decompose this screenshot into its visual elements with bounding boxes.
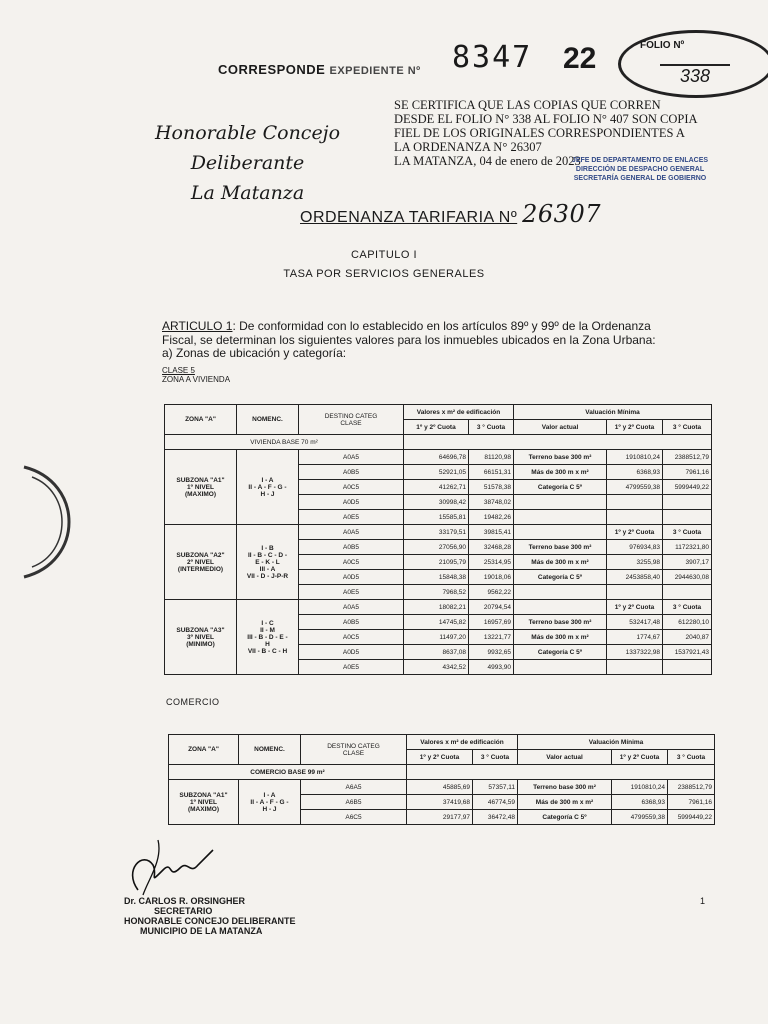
header-valuacion: Valuación Mínima	[518, 735, 715, 750]
value-cell: 11497,20	[404, 630, 469, 645]
valuation-label	[514, 525, 607, 540]
table-header-row	[169, 735, 715, 750]
valuation-label	[514, 585, 607, 600]
value-cell: 38748,02	[469, 495, 514, 510]
value-cell: 18082,21	[404, 600, 469, 615]
value-cell: 4342,52	[404, 660, 469, 675]
category-cell: A0A5	[299, 600, 404, 615]
valuation-value	[663, 660, 712, 675]
data-row	[169, 780, 715, 795]
handwritten-signature	[118, 830, 218, 900]
tasa-heading: TASA POR SERVICIOS GENERALES	[283, 268, 485, 280]
header-valores: Valores x m² de edificación	[407, 735, 518, 750]
value-cell: 45885,69	[407, 780, 473, 795]
valuation-value	[663, 585, 712, 600]
valuation-value: 7961,16	[668, 795, 715, 810]
valuation-value: 1172321,80	[663, 540, 712, 555]
value-cell: 51578,38	[469, 480, 514, 495]
valuation-value: 976934,83	[607, 540, 663, 555]
valuation-value: 1774,67	[607, 630, 663, 645]
value-cell: 46774,59	[473, 795, 518, 810]
base-label: VIVIENDA BASE 70 m²	[165, 435, 404, 450]
base-row	[165, 435, 712, 450]
valuation-value: 2944630,08	[663, 570, 712, 585]
header-valores: Valores x m² de edificación	[404, 405, 514, 420]
zone-nomenc: I - C II - M III - B - D - E - H VII - B - C - H	[237, 600, 299, 675]
category-cell: A0E5	[299, 660, 404, 675]
valuation-value: 2388512,79	[668, 780, 715, 795]
zone-name: SUBZONA "A3" 3º NIVEL (MINIMO)	[165, 600, 237, 675]
header-cuota3: 3 ° Cuota	[663, 420, 712, 435]
value-cell: 52921,05	[404, 465, 469, 480]
value-cell: 7968,52	[404, 585, 469, 600]
table-header-row	[165, 405, 712, 420]
valuation-value: 2388512,79	[663, 450, 712, 465]
data-row	[165, 600, 712, 615]
zone-nomenc: I - A II - A - F - G - H - J	[239, 780, 301, 825]
category-cell: A6A5	[301, 780, 407, 795]
value-cell: 19482,26	[469, 510, 514, 525]
header-cuota12: 1º y 2º Cuota	[612, 750, 668, 765]
value-cell: 27056,90	[404, 540, 469, 555]
valuation-value: 4799559,38	[607, 480, 663, 495]
zone-nomenc: I - B II - B - C - D - E - K - L III - A VII - D - J-P-R	[237, 525, 299, 600]
value-cell: 81120,98	[469, 450, 514, 465]
valuation-value: 3 ° Cuota	[663, 525, 712, 540]
valuation-value: 4799559,38	[612, 810, 668, 825]
category-cell: A0B5	[299, 540, 404, 555]
category-cell: A0D5	[299, 645, 404, 660]
council-letterhead: Honorable Concejo Deliberante La Matanza	[154, 122, 341, 204]
folio-label: FOLIO Nº	[640, 40, 685, 51]
category-cell: A6C5	[301, 810, 407, 825]
header-cuota3: 3 ° Cuota	[473, 750, 518, 765]
chapter-heading: CAPITULO I	[350, 249, 418, 261]
header-cuota12: 1º y 2º Cuota	[404, 420, 469, 435]
header-nomenc: NOMENC.	[239, 735, 301, 765]
valuation-label: Categoría C 5º	[518, 810, 612, 825]
category-cell: A0A5	[299, 525, 404, 540]
valuation-value: 2040,87	[663, 630, 712, 645]
blue-official-stamp: JEFE DE DEPARTAMENTO DE ENLACES DIRECCIÓN DE DESPACHO GENERAL SECRETARÍA GENERAL DE GOBIERNO	[571, 157, 709, 182]
category-cell: A0C5	[299, 480, 404, 495]
header-zona: ZONA "A"	[169, 735, 239, 765]
valuation-value	[607, 510, 663, 525]
valuation-label	[514, 660, 607, 675]
valuation-value: 5999449,22	[668, 810, 715, 825]
comercio-table	[168, 734, 715, 825]
value-cell: 39815,41	[469, 525, 514, 540]
header-cuota3: 3 ° Cuota	[469, 420, 514, 435]
certification-text: SE CERTIFICA QUE LAS COPIAS QUE CORREN DESDE EL FOLIO N° 338 AL FOLIO N° 407 SON COPIA FIEL DE LOS ORIGINALES CORRESPONDIENTES A LA ORDENANZA N° 26307 LA MATANZA, 04 de enero de 2023	[394, 98, 698, 168]
value-cell: 15848,38	[404, 570, 469, 585]
value-cell: 57357,11	[473, 780, 518, 795]
category-cell: A0A5	[299, 450, 404, 465]
valuation-label	[514, 495, 607, 510]
vivienda-table	[164, 404, 712, 675]
expediente-number: 8347	[452, 40, 533, 75]
valuation-value: 612280,10	[663, 615, 712, 630]
value-cell: 66151,31	[469, 465, 514, 480]
expediente-year: 22	[563, 42, 597, 75]
expediente-stamp: CORRESPONDE EXPEDIENTE Nº	[218, 62, 421, 77]
category-cell: A0E5	[299, 585, 404, 600]
category-cell: A6B5	[301, 795, 407, 810]
value-cell: 4993,90	[469, 660, 514, 675]
valuation-value	[607, 585, 663, 600]
value-cell: 32468,28	[469, 540, 514, 555]
valuation-value: 6368,93	[607, 465, 663, 480]
value-cell: 30998,42	[404, 495, 469, 510]
value-cell: 37419,68	[407, 795, 473, 810]
valuation-label: Más de 300 m x m²	[514, 555, 607, 570]
header-valuacion: Valuación Mínima	[514, 405, 712, 420]
value-cell: 20794,54	[469, 600, 514, 615]
data-row	[165, 525, 712, 540]
valuation-label: Categoría C 5º	[514, 645, 607, 660]
header-valor-actual: Valor actual	[514, 420, 607, 435]
value-cell: 8637,08	[404, 645, 469, 660]
header-nomenc: NOMENC.	[237, 405, 299, 435]
header-destino: DESTINO CATEG CLASE	[301, 735, 407, 765]
value-cell: 19018,06	[469, 570, 514, 585]
value-cell: 41262,71	[404, 480, 469, 495]
valuation-value	[607, 660, 663, 675]
valuation-value: 1910810,24	[607, 450, 663, 465]
folio-number: 338	[660, 64, 730, 87]
value-cell: 33179,51	[404, 525, 469, 540]
valuation-value: 532417,48	[607, 615, 663, 630]
value-cell: 15585,81	[404, 510, 469, 525]
value-cell: 25314,95	[469, 555, 514, 570]
category-cell: A0E5	[299, 510, 404, 525]
ordinance-title: ORDENANZA TARIFARIA Nº 26307	[300, 200, 601, 228]
valuation-value: 7961,16	[663, 465, 712, 480]
data-row	[165, 450, 712, 465]
valuation-label: Más de 300 m x m²	[514, 465, 607, 480]
valuation-value	[663, 495, 712, 510]
valuation-label: Categoría C 5º	[514, 570, 607, 585]
category-cell: A0D5	[299, 495, 404, 510]
valuation-label: Terreno base 300 m²	[514, 540, 607, 555]
valuation-value: 3255,98	[607, 555, 663, 570]
valuation-label: Terreno base 300 m²	[518, 780, 612, 795]
article-1: ARTICULO 1: De conformidad con lo establecido en los artículos 89º y 99º de la Ordenanza Fiscal, se determinan los siguientes valores para los inmuebles ubicados en la Zona Urbana: a) Zonas de ubicación y categoría:	[162, 319, 656, 360]
category-cell: A0C5	[299, 555, 404, 570]
value-cell: 13221,77	[469, 630, 514, 645]
signatory-block: Dr. CARLOS R. ORSINGHER SECRETARIO HONORABLE CONCEJO DELIBERANTE MUNICIPIO DE LA MATANZA	[124, 896, 296, 936]
valuation-value: 5999449,22	[663, 480, 712, 495]
value-cell: 29177,97	[407, 810, 473, 825]
valuation-label	[514, 510, 607, 525]
header-destino: DESTINO CATEG CLASE	[299, 405, 404, 435]
category-cell: A0C5	[299, 630, 404, 645]
zone-name: SUBZONA "A1" 1º NIVEL (MAXIMO)	[169, 780, 239, 825]
valuation-label	[514, 600, 607, 615]
zone-nomenc: I - A II - A - F - G - H - J	[237, 450, 299, 525]
valuation-label: Categoría C 5º	[514, 480, 607, 495]
zone-name: SUBZONA "A1" 1º NIVEL (MAXIMO)	[165, 450, 237, 525]
valuation-value: 2453858,40	[607, 570, 663, 585]
header-valor-actual: Valor actual	[518, 750, 612, 765]
valuation-label: Más de 300 m x m²	[514, 630, 607, 645]
valuation-label: Más de 300 m x m²	[518, 795, 612, 810]
header-cuota3: 3 ° Cuota	[668, 750, 715, 765]
valuation-value: 1º y 2º Cuota	[607, 600, 663, 615]
value-cell: 36472,48	[473, 810, 518, 825]
value-cell: 64696,78	[404, 450, 469, 465]
table-cell	[407, 765, 715, 780]
value-cell: 14745,82	[404, 615, 469, 630]
clase-label: CLASE 5 ZONA A VIVIENDA	[162, 366, 231, 384]
comercio-label: COMERCIO	[166, 697, 220, 707]
valuation-value	[607, 495, 663, 510]
table-cell	[404, 435, 712, 450]
header-cuota12: 1º y 2º Cuota	[407, 750, 473, 765]
zone-name: SUBZONA "A2" 2º NIVEL (INTERMEDIO)	[165, 525, 237, 600]
category-cell: A0D5	[299, 570, 404, 585]
value-cell: 21095,79	[404, 555, 469, 570]
valuation-value: 6368,93	[612, 795, 668, 810]
valuation-value: 1337322,98	[607, 645, 663, 660]
header-zona: ZONA "A"	[165, 405, 237, 435]
valuation-label: Terreno base 300 m²	[514, 450, 607, 465]
base-row	[169, 765, 715, 780]
side-seal	[14, 462, 74, 582]
base-label: COMERCIO BASE 99 m²	[169, 765, 407, 780]
valuation-value: 3 ° Cuota	[663, 600, 712, 615]
valuation-label: Terreno base 300 m²	[514, 615, 607, 630]
value-cell: 9562,22	[469, 585, 514, 600]
valuation-value: 1910810,24	[612, 780, 668, 795]
valuation-value: 1º y 2º Cuota	[607, 525, 663, 540]
valuation-value: 1537921,43	[663, 645, 712, 660]
category-cell: A0B5	[299, 615, 404, 630]
valuation-value: 3907,17	[663, 555, 712, 570]
header-cuota12: 1º y 2º Cuota	[607, 420, 663, 435]
valuation-value	[663, 510, 712, 525]
value-cell: 16957,69	[469, 615, 514, 630]
page-number: 1	[700, 896, 706, 906]
category-cell: A0B5	[299, 465, 404, 480]
value-cell: 9932,65	[469, 645, 514, 660]
